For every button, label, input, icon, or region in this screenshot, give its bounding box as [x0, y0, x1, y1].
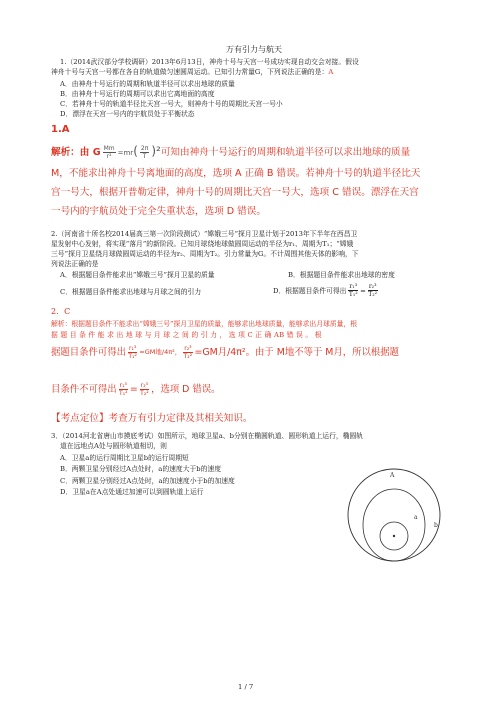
q2-eq1	[128, 345, 137, 360]
q2-eq2-rhs: =GM月/4π²。由于 M地不等于 M月，所以根据题	[194, 347, 400, 358]
q2-eq3-num: r₁³	[119, 382, 127, 389]
q2-explanation-line2: 据 题 目 条 件 能 求 出 地 球 与 月 球 之 间 的 引 力 ， 选 项 C 正 确 AB 错 误 。 根	[51, 331, 322, 339]
q1-option-d: D．漂浮在天宫一号内的宇航员处于平衡状态	[60, 110, 195, 118]
q2-eq3	[119, 382, 128, 397]
q1-solution-prefix: 解析：由 G	[51, 147, 101, 158]
q2-solution-line1	[51, 344, 399, 361]
q3-option-b: B．两颗卫星分别经过A点处时，a的速度大于b的速度	[60, 465, 222, 473]
q2-d-rhs-num: r₂³	[368, 283, 377, 290]
orbit-diagram	[346, 467, 442, 563]
label-b: b	[434, 522, 438, 529]
q1-answer-inline: A	[328, 68, 334, 76]
circular-orbit-b	[348, 469, 440, 561]
q2-option-d-text: D．根据题目条件可得出	[273, 286, 347, 295]
q1-formula-rhs-num: 2π	[140, 144, 149, 152]
label-A: A	[390, 472, 395, 479]
q1-solution-line4: 一号内的宇航员处于完全失重状态，选项 D 错误。	[51, 206, 266, 217]
page-title: 万有引力与航天	[226, 45, 282, 54]
q2-eq3-mid: =	[129, 384, 138, 395]
q1-formula-rhs	[140, 145, 149, 160]
q2-option-d: D．根据题目条件可得出 $\frac{\text{r₁³}}{\text{T₁²}}$ = $\frac{\text{r₂³}}{\text{T₂²}}$	[273, 283, 378, 298]
q2-eq2	[183, 345, 192, 360]
q1-stem-text2: 神舟十号与天宫一号都在各自的轨道做匀速圆周运动。已知引力常量G，下列说法正确的是：	[51, 68, 329, 76]
q1-option-a: A．由神舟十号运行的周期和轨道半径可以求出地球的质量	[60, 80, 235, 88]
q1-solution-line2: M，不能求出神舟十号离地面的高度，选项 A 正确 B 错误。若神舟十号的轨道半径比天	[51, 168, 421, 179]
earth-center-dot	[393, 535, 395, 537]
q2-eq1-den: T₁²	[128, 353, 137, 360]
q3-option-a: A．卫星a的运行周期比卫星b的运行周期短	[60, 454, 189, 462]
q3-stem-line1: 3．（2014河北省唐山市摸底考试）如图所示，地球卫星a、b分别在椭圆轨道、圆形轨道上运行，椭圆轨	[51, 432, 364, 440]
q1-formula-paren-close: )²	[151, 144, 161, 158]
q2-explanation-line1: 解析：根据题目条件不能求出“嫦娥三号”探月卫星的质量，能够求出地球质量，能够求出月球质量，根	[51, 320, 358, 328]
q1-stem-line1	[60, 57, 359, 67]
q1-formula-lhs	[103, 145, 116, 160]
q2-focus-note: 【考点定位】考查万有引力定律及其相关知识。	[51, 413, 253, 424]
q1-formula-mid: =mr	[117, 149, 134, 157]
q2-sol-text2: 目条件不可得出	[51, 384, 117, 395]
q1-formula-lhs-num: Mm	[103, 144, 115, 152]
q2-answer-label: 2．C	[51, 307, 71, 316]
q2-option-a: A．根据题目条件能求出“嫦娥三号”探月卫星的质量	[60, 271, 215, 279]
q2-eq4-den: T₂²	[140, 390, 149, 397]
q3-option-d: D．卫星a在A点处通过加速可以到圆轨道上运行	[60, 488, 204, 496]
q2-solution-line2	[51, 381, 221, 398]
q2-stem-line2: 星发射中心发射，将实现“落月”的新阶段。已知月球绕地球做圆周运动的半径为r₁、周期为T₁；“嫦娥	[51, 240, 354, 248]
q2-stem-line4: 列说法正确的是	[51, 260, 99, 268]
q2-option-b: B．根据题目条件能求出地球的密度	[288, 271, 395, 279]
q1-solution-line1	[51, 143, 410, 162]
label-a: a	[414, 514, 418, 521]
q1-formula-lhs-den: r²	[106, 152, 112, 160]
q1-solution-rest: 可知由神舟十号运行的周期和轨道半径可以求出地球的质量	[160, 147, 411, 158]
q2-eq2-num: r₂³	[184, 345, 192, 352]
q2-option-c: C．根据题目条件能求出地球与月球之间的引力	[60, 288, 202, 296]
q2-d-lhs	[348, 283, 358, 298]
q2-stem-line1: 2.（河南省十所名校2014届高三第一次阶段测试）“嫦娥三号”探月卫星计划于2013年下半年在西昌卫	[51, 230, 358, 238]
page-number: 1 / 7	[238, 683, 254, 691]
q1-formula-rhs-den: T	[142, 152, 147, 160]
q2-d-lhs-den: T₁²	[348, 291, 358, 298]
q2-eq4	[140, 382, 149, 397]
q1-option-c: C．若神舟十号的轨道半径比天宫一号大，则神舟十号的周期比天宫一号小	[60, 100, 283, 108]
q2-eq3-den: T₁²	[119, 390, 128, 397]
q1-option-b: B．由神舟十号运行的周期可以求出它离地面的高度	[60, 90, 215, 98]
q2-d-rhs	[368, 283, 378, 298]
q2-d-lhs-num: r₁³	[349, 283, 358, 290]
q3-option-c: C．两颗卫星分别经过A点处时，a的加速度小于b的加速度	[60, 477, 235, 485]
q1-stem-text: 1.（2014武汉部分学校调研）2013年6月13日，神舟十号与天宫一号成功实现自动交会对接。假设	[60, 58, 359, 66]
q2-eq1-num: r₁³	[129, 345, 137, 352]
q2-sol-text2b: ，选项 D 错误。	[151, 384, 221, 395]
q2-sol-text1: 据题目条件可得出	[51, 347, 127, 358]
q2-eq1-rhs: =GM地/4π²，	[139, 348, 182, 356]
q2-eq2-den: T₂²	[183, 353, 193, 360]
q1-answer-label: 1.A	[51, 124, 70, 135]
q2-stem-line3: 三号”探月卫星绕月球做圆周运动的半径为r₂、周期为T₂。引力常量为G。不计周围其他天体的影响，下	[51, 250, 359, 258]
q2-eq4-num: r₂³	[140, 382, 149, 389]
q1-formula-paren-open: (	[133, 144, 138, 158]
q2-d-rhs-den: T₂²	[368, 291, 378, 298]
q1-solution-line3: 宫一号大，根据开普勒定律，神舟十号的周期比天宫一号大，选项 C 错误。漂浮在天宫	[51, 187, 419, 198]
q1-stem-line2	[51, 67, 333, 77]
q3-stem-line2: 道在远地点A处与圆形轨道相切，则	[60, 442, 167, 450]
